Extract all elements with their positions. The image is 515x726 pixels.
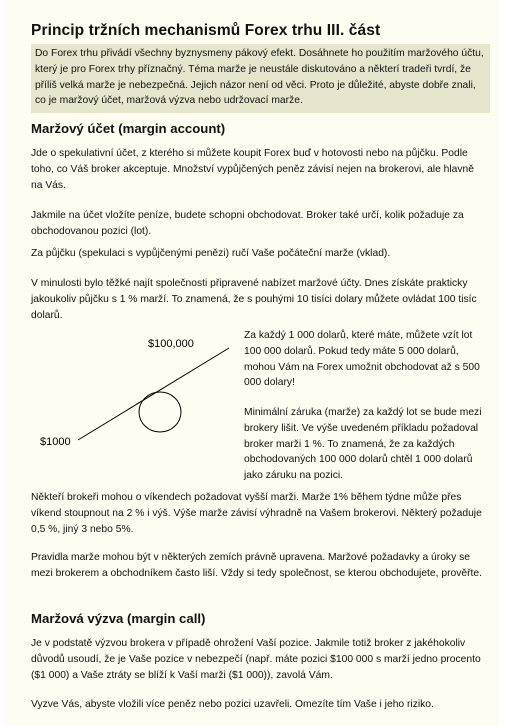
paragraph: V minulosti bylo těžké najít společnosti připravené nabízet maržové účty. Dnes získáte prakticky jakoukoliv půjčku s 1 % marží. To znamená, že s pouhými 10 tisíci dolary můžete ovládat 100 tisíc dolarů. xyxy=(31,278,477,321)
label-high: $100,000 xyxy=(148,338,194,350)
paragraph: Jakmile na účet vložíte peníze, budete schopni obchodovat. Broker také určí, kolik požaduje za obchodovanou pozici (lot). xyxy=(31,210,464,237)
paragraph: Někteří brokeři mohou o víkendech požadovat vyšší marži. Marže 1% během týdne může přes víkend stoupnout na 2 % i výš. Výše marže závisí výhradně na Vašem brokerovi. Některý požaduje 0,5 %, jiný 3 nebo 5%. xyxy=(31,492,482,535)
label-low: $1000 xyxy=(40,436,71,448)
section-heading-margin-account: Maržový účet (margin account) xyxy=(31,121,226,136)
section-heading-margin-call: Maržová výzva (margin call) xyxy=(31,611,206,626)
paragraph: Za každý 1 000 dolarů, které máte, můžete vzít lot 100 000 dolarů. Pokud tedy máte 5 000 dolarů, mohou Vám na Forex umožnit obchodovat až s 500 000 dolary! xyxy=(244,330,480,389)
intro-box: Do Forex trhu přivádí všechny byznysmeny pákový efekt. Dosáhnete ho použitím maržového účtu, který je pro Forex trhy příznačný. Téma marže je neustále diskutováno a některí tradeři tvrdí, že příliš velká marže je nebezpečná. Jejich názor není od věci. Proto je důležité, abyste dobře znali, co je maržový účet, maržová výzva nebo udržovací marže. xyxy=(31,44,490,113)
paragraph: Jde o spekulativní účet, z kterého si můžete koupit Forex buď v hotovosti nebo na půjčku. Podle toho, co Váš broker akceptuje. Množství vypůjčených peněz závisí nejen na brokerovi, ale hlavně na Vás. xyxy=(31,148,475,191)
paragraph: Je v podstatě výzvou brokera v případě ohrožení Vaší pozice. Jakmile totiž broker z jakéhokoliv důvodů usoudí, že je Vaše pozice v nebezpečí (např. máte pozici $100 000 s marží jedno procento ($1 000) a Vaše ztráty se blíží k Vaší marži ($1 000)), zavolá Vám. xyxy=(31,638,481,681)
paragraph: Pravidla marže mohou být v některých zemích právně upravena. Maržové požadavky a úroky se mezi brokerem a obchodníkem často liší. Vždy si tedy společnost, se kterou obchodujete, prověřte. xyxy=(31,552,483,579)
paragraph: Vyzve Vás, abyste vložili více peněz nebo pozici uzavřeli. Omezíte tím Vaše i jeho riziko. xyxy=(31,699,434,710)
article-title: Princip tržních mechanismů Forex trhu III. část xyxy=(31,22,381,39)
paragraph: Za půjčku (spekulaci s vypůjčenými penězi) ručí Vaše počáteční marže (vklad). xyxy=(31,248,391,259)
margin-circle xyxy=(139,392,181,432)
paragraph: Minimální záruka (marže) za každý lot se bude mezi brokery lišit. Ve výše uvedeném příkladu požadoval broker marži 1 %. To znamená, že za každých obchodovaných 100 000 dolarů chtěl 1 000 dolarů jako záruku na pozici. xyxy=(244,407,482,482)
leverage-diagram xyxy=(31,328,246,458)
leverage-line xyxy=(78,348,229,440)
